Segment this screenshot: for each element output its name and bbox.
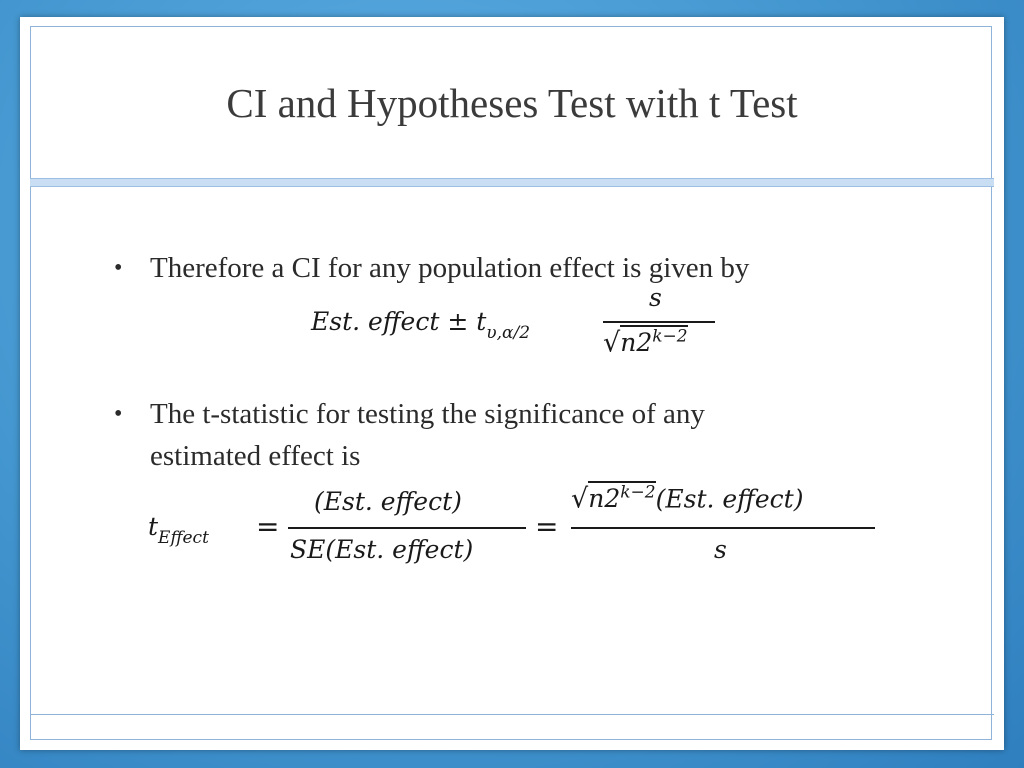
fraction-1-numerator: (Est. effect) xyxy=(314,487,462,516)
bullet-1-text: Therefore a CI for any population effect is given by xyxy=(150,252,750,284)
bullet-marker-2: • xyxy=(114,401,123,427)
ci-formula-denominator: $√n2^{k-2}$ xyxy=(603,327,688,359)
ci-formula-fraction-bar xyxy=(603,321,715,323)
ci-formula-numerator: s xyxy=(649,283,662,312)
equals-sign-2: = xyxy=(535,510,559,543)
slide-title: CI and Hypotheses Test with t Test xyxy=(226,80,798,126)
fraction-2-denominator: s xyxy=(714,535,727,564)
fraction-1-denominator: SE(Est. effect) xyxy=(290,535,474,564)
bullet-marker-1: • xyxy=(114,255,123,281)
fraction-2-bar xyxy=(571,527,875,529)
fraction-2-numerator: $√n2^{k-2}(Est$. effect) xyxy=(571,483,804,515)
equals-sign-1: = xyxy=(256,510,280,543)
ci-formula-lhs: Est. effect ± $t_{\upsilon,\alpha/2}$ xyxy=(311,307,531,343)
footer-divider xyxy=(30,714,994,715)
title-divider xyxy=(30,178,994,187)
t-effect-symbol: $t_{Effect}$ xyxy=(148,512,209,548)
fraction-1-bar xyxy=(288,527,526,529)
slide-frame xyxy=(30,26,992,740)
bullet-2-line-2: estimated effect is xyxy=(150,440,361,472)
ci-formula-subscript: υ,α/2 xyxy=(486,323,531,343)
slide xyxy=(20,17,1004,750)
bullet-2-line-1: The t-statistic for testing the significance of any xyxy=(150,398,705,430)
